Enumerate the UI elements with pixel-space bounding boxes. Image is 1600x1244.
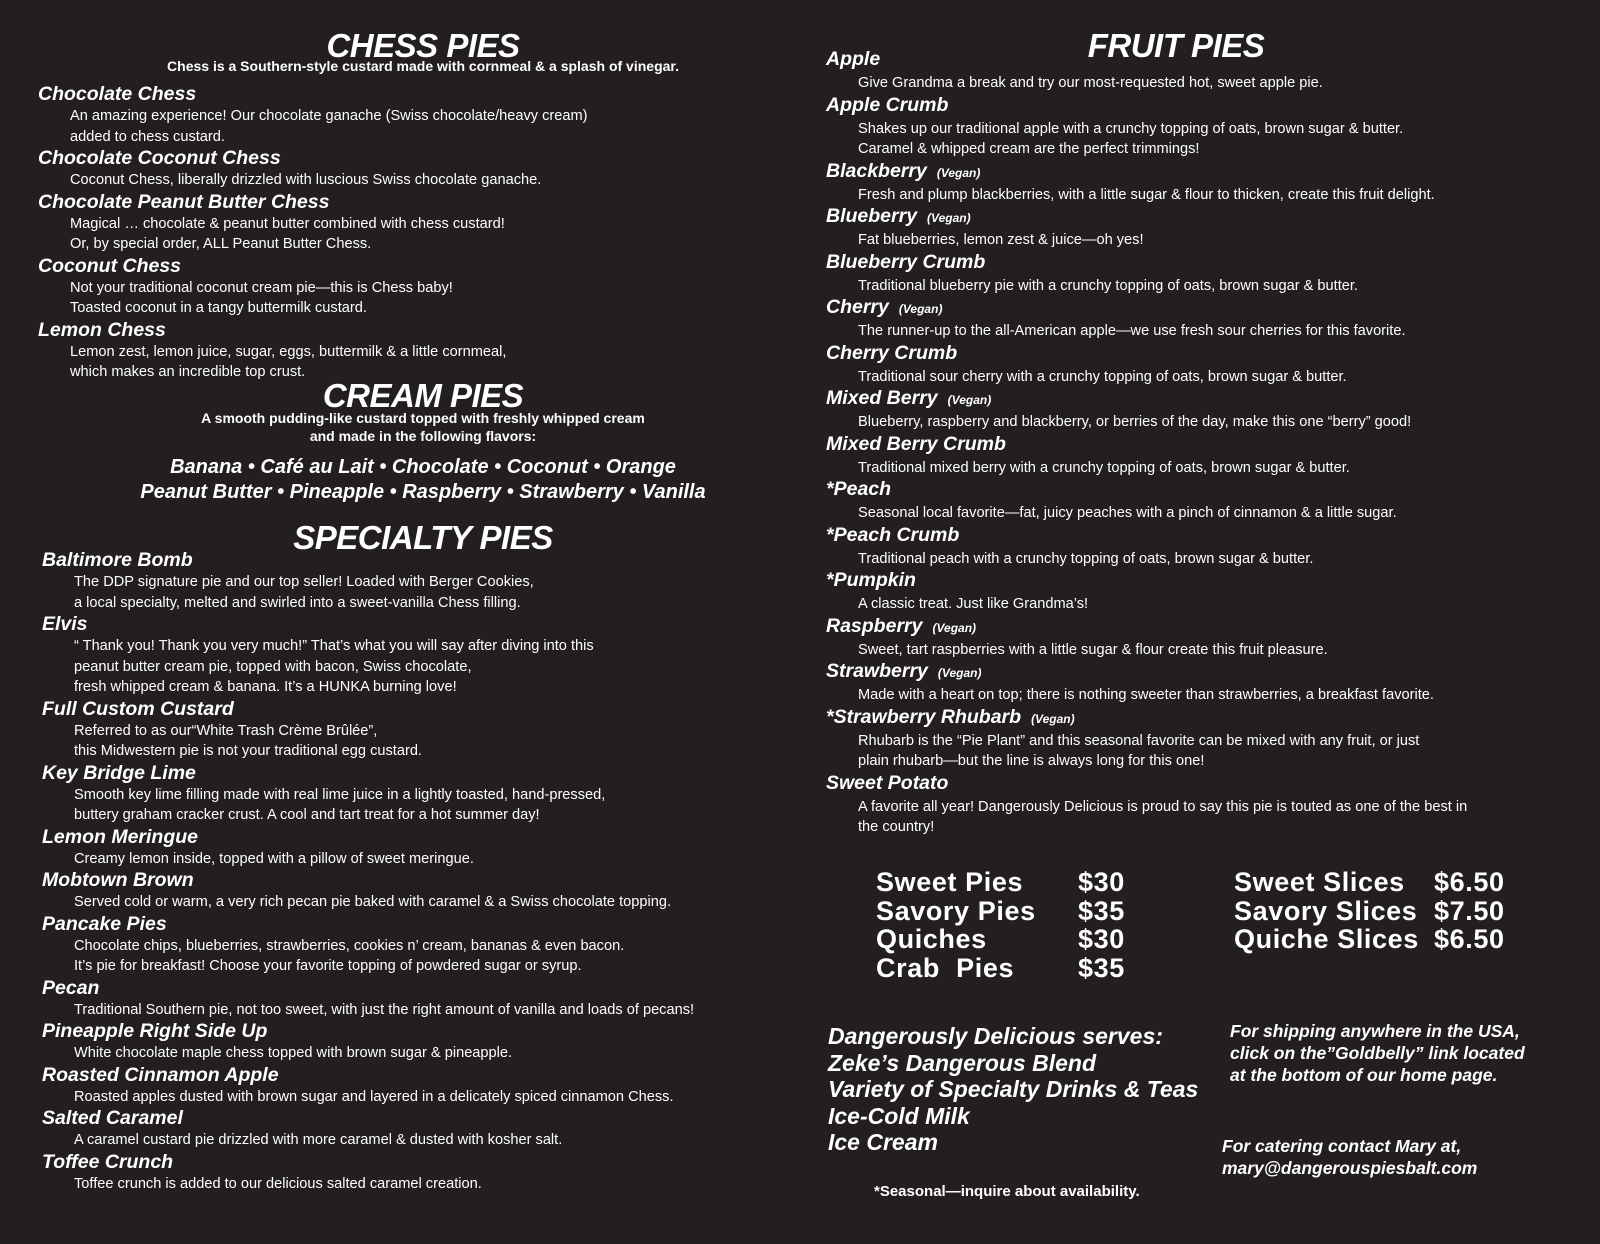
- pie-description: Give Grandma a break and try our most-requested hot, sweet apple pie.: [858, 75, 1323, 91]
- pie-name-text: Sweet Potato: [826, 771, 949, 794]
- pie-description: Sweet, tart raspberries with a little sugar & flour create this fruit pleasure.: [858, 641, 1328, 658]
- vegan-tag: (Vegan): [947, 393, 992, 407]
- price-label: Savory Slices: [1234, 895, 1418, 926]
- pie-name-text: Salted Caramel: [42, 1107, 183, 1129]
- pie-name: [826, 433, 1586, 458]
- pie-description: Traditional blueberry pie with a crunchy topping of oats, brown sugar & butter.: [858, 277, 1358, 294]
- serves-item: Ice-Cold Milk: [828, 1102, 970, 1129]
- pie-name-text: Baltimore Bomb: [42, 549, 193, 571]
- price-value: $7.50: [1434, 895, 1505, 926]
- pie-name: [42, 762, 808, 785]
- shipping-line-3: at the bottom of our home page.: [1230, 1065, 1498, 1085]
- menu-item: [42, 698, 808, 762]
- pie-name-text: Lemon Chess: [38, 318, 166, 341]
- pie-description: A caramel custard pie drizzled with more caramel & dusted with kosher salt.: [74, 1132, 563, 1148]
- pie-description: A favorite all year! Dangerously Delicious is proud to say this pie is touted as one of the best in the country!: [858, 798, 1468, 835]
- pie-name-text: Key Bridge Lime: [42, 761, 196, 784]
- price-row: [1234, 897, 1505, 926]
- vegan-tag: (Vegan): [898, 302, 943, 316]
- price-label: Savory Pies: [876, 895, 1036, 926]
- serves-heading: Dangerously Delicious serves:: [828, 1023, 1163, 1049]
- pie-name-text: Roasted Cinnamon Apple: [42, 1063, 279, 1086]
- pie-name-text: *Pumpkin: [826, 569, 916, 591]
- pie-description: Traditional sour cherry with a crunchy topping of oats, brown sugar & butter.: [858, 368, 1347, 385]
- pie-name: [42, 1151, 808, 1174]
- pie-name-text: Blueberry Crumb: [826, 250, 986, 273]
- pie-name-text: Blueberry: [826, 205, 918, 227]
- pie-name-text: Lemon Meringue: [42, 825, 199, 848]
- menu-item: [38, 255, 808, 319]
- pie-name: [826, 251, 1586, 276]
- catering-note: [1222, 1135, 1477, 1179]
- pie-name-text: Apple: [826, 48, 881, 70]
- pie-description: Chocolate chips, blueberries, strawberries, cookies n’ cream, bananas & even bacon. It’s pie for breakfast! Choose your favorite topping of powdered sugar or syrup.: [74, 937, 625, 974]
- catering-email-link[interactable]: mary@dangerouspiesbalt.com: [1222, 1158, 1478, 1178]
- pie-name: [826, 342, 1586, 367]
- menu-item: [42, 913, 808, 977]
- menu-item: [826, 569, 1586, 615]
- seasonal-footnote: *Seasonal—inquire about availability.: [874, 1183, 1140, 1200]
- menu-item: [42, 977, 808, 1021]
- pie-name-text: Blackberry: [826, 159, 927, 182]
- pie-name: [826, 48, 1586, 73]
- pie-description: Traditional mixed berry with a crunchy topping of oats, brown sugar & butter.: [858, 459, 1350, 476]
- catering-line-1: For catering contact Mary at,: [1222, 1136, 1462, 1156]
- pie-description: Served cold or warm, a very rich pecan pie baked with caramel & a Swiss chocolate topping.: [74, 894, 672, 910]
- pie-name-text: Pancake Pies: [42, 912, 167, 935]
- shipping-line-2: click on the”Goldbelly” link located: [1230, 1043, 1525, 1063]
- pie-name: [826, 772, 1586, 797]
- pie-description: Lemon zest, lemon juice, sugar, eggs, buttermilk & a little cornmeal, which makes an incredible top crust.: [70, 343, 507, 380]
- pie-name: [42, 1020, 808, 1043]
- pie-name-text: *Peach Crumb: [826, 523, 960, 546]
- pie-description: Rhubarb is the “Pie Plant” and this seasonal favorite can be mixed with any fruit, or just plain rhubarb—but the line is always long for this one!: [858, 732, 1420, 769]
- price-label: Quiches: [876, 924, 987, 954]
- pie-description: Coconut Chess, liberally drizzled with luscious Swiss chocolate ganache.: [70, 172, 542, 188]
- pie-name-text: Chocolate Chess: [38, 83, 197, 105]
- menu-item: [826, 342, 1586, 388]
- pie-description: Traditional peach with a crunchy topping of oats, brown sugar & butter.: [858, 550, 1314, 567]
- specialty-section: [42, 520, 808, 1194]
- price-label: Sweet Pies: [876, 867, 1024, 897]
- pie-name: [42, 869, 808, 892]
- price-value: $30: [1078, 867, 1125, 897]
- menu-item: [826, 524, 1586, 570]
- pie-name-text: Pineapple Right Side Up: [42, 1020, 268, 1042]
- vegan-tag: (Vegan): [936, 165, 981, 180]
- chess-pies-title: CHESS PIES: [326, 27, 520, 64]
- pie-name: [42, 913, 808, 936]
- cream-flavors-line-1: Banana • Café au Lait • Chocolate • Coconut • Orange: [170, 456, 676, 478]
- pie-description: Roasted apples dusted with brown sugar and layered in a delicately spiced cinnamon Chess.: [74, 1088, 674, 1105]
- price-row: [876, 925, 1125, 954]
- menu-item: [42, 613, 808, 698]
- price-row: [1234, 925, 1505, 954]
- menu-item: [826, 94, 1586, 160]
- pie-name: [38, 147, 808, 170]
- pie-name-text: Strawberry: [826, 660, 928, 682]
- vegan-tag: (Vegan): [1031, 711, 1075, 726]
- fruit-pies-title: FRUIT PIES: [1087, 27, 1265, 64]
- pie-name-text: *Strawberry Rhubarb: [826, 705, 1022, 728]
- pie-name-text: Coconut Chess: [38, 254, 182, 277]
- pie-name-text: Cherry: [826, 296, 889, 318]
- pie-name: [38, 83, 808, 106]
- cream-pies-subtitle: A smooth pudding-like custard topped with freshly whipped cream and made in the following flavors:: [201, 410, 645, 444]
- pie-description: The DDP signature pie and our top seller! Loaded with Berger Cookies, a local specialty, melted and swirled into a sweet-vanilla Chess filling.: [74, 574, 534, 611]
- chess-pies-subtitle: Chess is a Southern-style custard made with cornmeal & a splash of vinegar.: [167, 58, 679, 74]
- menu-item: [38, 191, 808, 255]
- pie-name-text: Raspberry: [826, 614, 923, 637]
- pie-name: [826, 524, 1586, 549]
- whole-pie-prices: [876, 868, 1125, 982]
- pie-description: A classic treat. Just like Grandma’s!: [858, 596, 1089, 612]
- pie-name: [826, 296, 1586, 321]
- serves-item: Ice Cream: [828, 1129, 938, 1155]
- menu-item: [42, 1151, 808, 1195]
- menu-item: [42, 869, 808, 913]
- specialty-pies-list: [42, 549, 808, 1194]
- pie-name: [42, 698, 808, 721]
- menu-item: [826, 706, 1586, 772]
- menu-item: [42, 549, 808, 613]
- pie-description: Not your traditional coconut cream pie—this is Chess baby! Toasted coconut in a tangy buttermilk custard.: [70, 279, 453, 316]
- pie-description: “ Thank you! Thank you very much!” That’s what you will say after diving into this peanut butter cream pie, topped with bacon, Swiss chocolate, fresh whipped cream & banana. It’s a HUNKA burning love!: [74, 638, 594, 695]
- price-row: [876, 954, 1125, 983]
- cream-flavors-line-2: Peanut Butter • Pineapple • Raspberry • Strawberry • Vanilla: [140, 481, 706, 503]
- chess-section: [38, 28, 808, 383]
- pie-description: White chocolate maple chess topped with brown sugar & pineapple.: [74, 1045, 513, 1061]
- serves-item: Zeke’s Dangerous Blend: [828, 1049, 1096, 1076]
- pie-name: [826, 615, 1586, 640]
- pie-name-text: Chocolate Peanut Butter Chess: [38, 190, 330, 213]
- pie-description: Toffee crunch is added to our delicious salted caramel creation.: [74, 1175, 482, 1192]
- menu-item: [42, 1107, 808, 1151]
- menu-item: [38, 319, 808, 383]
- vegan-tag: (Vegan): [927, 211, 971, 225]
- pie-name-text: Pecan: [42, 976, 100, 999]
- pie-name: [42, 613, 808, 636]
- pie-description: The runner-up to the all-American apple—we use fresh sour cherries for this favorite.: [858, 323, 1406, 339]
- pie-name: [826, 205, 1586, 230]
- menu-item: [826, 296, 1586, 342]
- pie-description: Creamy lemon inside, topped with a pillow of sweet meringue.: [74, 850, 474, 867]
- specialty-pies-title: SPECIALTY PIES: [293, 519, 553, 556]
- price-value: $35: [1078, 895, 1125, 926]
- pie-name: [38, 191, 808, 214]
- price-row: [1234, 868, 1505, 897]
- menu-item: [38, 147, 808, 191]
- menu-item: [38, 83, 808, 147]
- price-row: [876, 868, 1125, 897]
- pie-name: [38, 319, 808, 342]
- menu-item: [826, 433, 1586, 479]
- pie-name: [826, 706, 1586, 731]
- menu-item: [42, 1064, 808, 1108]
- pie-name-text: Elvis: [42, 613, 88, 635]
- menu-item: [826, 387, 1586, 433]
- serves-item: Variety of Specialty Drinks & Teas: [828, 1076, 1199, 1102]
- vegan-tag: (Vegan): [937, 666, 982, 680]
- pie-description: An amazing experience! Our chocolate ganache (Swiss chocolate/heavy cream) added to chess custard.: [70, 108, 588, 145]
- menu-item: [42, 762, 808, 826]
- pie-name-text: Toffee Crunch: [42, 1150, 174, 1173]
- pie-name-text: Cherry Crumb: [826, 341, 958, 364]
- price-label: Crab Pies: [876, 952, 1015, 983]
- cream-section: [38, 378, 808, 505]
- pie-name: [826, 387, 1586, 412]
- price-value: $30: [1078, 924, 1125, 954]
- price-label: Sweet Slices: [1234, 867, 1405, 897]
- fruit-pies-list: [826, 48, 1586, 838]
- pie-description: Fresh and plump blackberries, with a little sugar & flour to thicken, create this fruit delight.: [858, 186, 1435, 203]
- pie-description: Referred to as our“White Trash Crème Brûlée”, this Midwestern pie is not your traditional egg custard.: [74, 722, 422, 759]
- menu-item: [826, 660, 1586, 706]
- pie-name: [826, 478, 1586, 503]
- menu-item: [826, 478, 1586, 524]
- pie-name: [826, 660, 1586, 685]
- pie-name: [38, 255, 808, 278]
- pie-description: Shakes up our traditional apple with a crunchy topping of oats, brown sugar & butter. Caramel & whipped cream are the perfect trimmings!: [858, 120, 1404, 157]
- menu-item: [826, 205, 1586, 251]
- price-value: $35: [1078, 952, 1125, 983]
- menu-item: [826, 615, 1586, 661]
- menu-item: [42, 1020, 808, 1064]
- pie-description: Fat blueberries, lemon zest & juice—oh yes!: [858, 232, 1144, 248]
- pie-name: [826, 160, 1586, 185]
- pie-name: [42, 1107, 808, 1130]
- pie-name: [826, 569, 1586, 594]
- menu-item: [826, 251, 1586, 297]
- pie-name: [42, 977, 808, 1000]
- slice-prices: [1234, 868, 1505, 954]
- vegan-tag: (Vegan): [932, 620, 977, 635]
- pie-name-text: Mixed Berry Crumb: [826, 432, 1006, 455]
- pie-name-text: Apple Crumb: [826, 93, 949, 116]
- shipping-line-1: For shipping anywhere in the USA,: [1230, 1021, 1520, 1041]
- pie-name: [42, 1064, 808, 1087]
- serves-block: [828, 1023, 1198, 1156]
- pie-name: [826, 94, 1586, 119]
- pie-name-text: Full Custom Custard: [42, 697, 234, 720]
- menu-item: [826, 772, 1586, 838]
- menu-item: [826, 48, 1586, 94]
- pie-name-text: Mixed Berry: [826, 387, 938, 409]
- pie-description: Made with a heart on top; there is nothing sweeter than strawberries, a breakfast favorite.: [858, 687, 1434, 703]
- shipping-note: [1230, 1020, 1525, 1086]
- pie-description: Magical … chocolate & peanut butter combined with chess custard! Or, by special order, ALL Peanut Butter Chess.: [70, 215, 505, 252]
- pie-description: Smooth key lime filling made with real lime juice in a lightly toasted, hand-pressed, buttery graham cracker crust. A cool and tart treat for a hot summer day!: [74, 786, 606, 823]
- pie-description: Seasonal local favorite—fat, juicy peaches with a pinch of cinnamon & a little sugar.: [858, 505, 1397, 521]
- price-value: $6.50: [1434, 924, 1505, 954]
- menu-item: [42, 826, 808, 870]
- price-label: Quiche Slices: [1234, 924, 1419, 954]
- price-row: [876, 897, 1125, 926]
- pie-description: Blueberry, raspberry and blackberry, or berries of the day, make this one “berry” good!: [858, 414, 1412, 430]
- pie-description: Traditional Southern pie, not too sweet, with just the right amount of vanilla and loads of pecans!: [74, 1001, 695, 1018]
- pie-name: [42, 826, 808, 849]
- chess-pies-list: [38, 83, 808, 383]
- cream-pies-title: CREAM PIES: [322, 377, 524, 414]
- price-value: $6.50: [1434, 867, 1505, 897]
- pie-name-text: *Peach: [826, 478, 892, 500]
- pie-name-text: Mobtown Brown: [42, 869, 194, 891]
- menu-item: [826, 160, 1586, 206]
- pie-name-text: Chocolate Coconut Chess: [38, 147, 281, 169]
